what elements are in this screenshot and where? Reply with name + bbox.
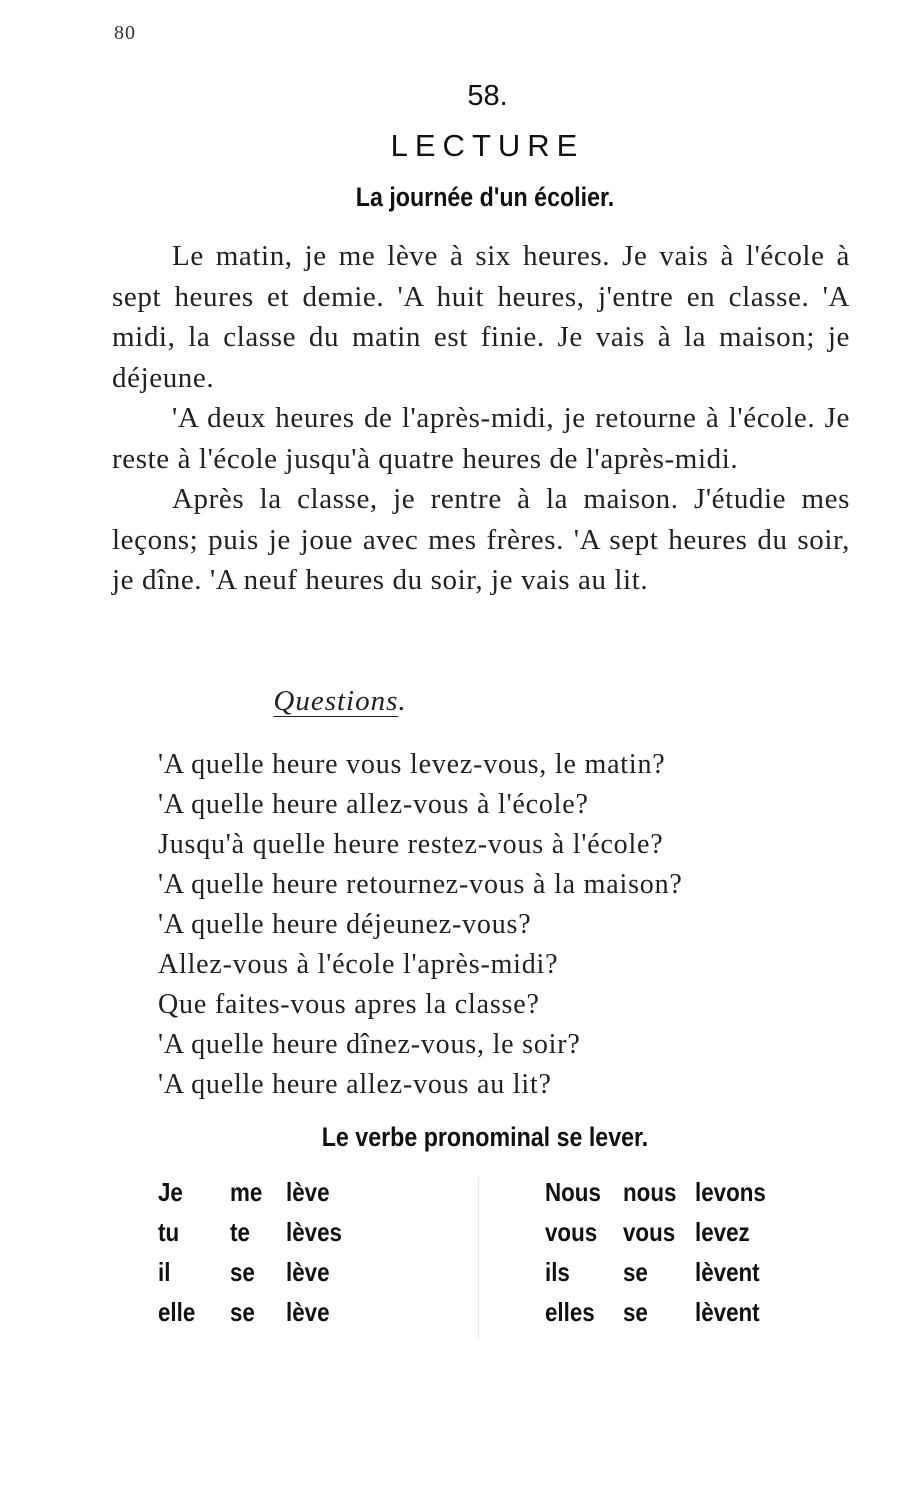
question-item: 'A quelle heure déjeunez-vous? (158, 909, 532, 940)
questions-heading (0, 685, 680, 718)
conj-subject: Nous (545, 1177, 601, 1207)
conjugation-row (545, 1172, 805, 1212)
conj-verb: lèvent (695, 1257, 760, 1287)
reading-text (112, 236, 850, 601)
conjugation-row (158, 1252, 398, 1292)
conj-pronoun: vous (623, 1217, 676, 1247)
conj-pronoun: nous (623, 1177, 677, 1207)
lesson-number: 58. (467, 80, 508, 112)
conj-verb: lève (286, 1177, 330, 1207)
conjugation-row (545, 1292, 805, 1332)
conj-subject: elles (545, 1297, 595, 1327)
question-item: 'A quelle heure allez-vous à l'école? (158, 789, 589, 820)
conj-verb: lèves (286, 1217, 342, 1247)
conjugation-singular (158, 1172, 398, 1332)
questions-heading-word: Questions (273, 685, 399, 717)
conj-subject: tu (158, 1217, 180, 1247)
question-item: 'A quelle heure vous levez-vous, le matin? (158, 749, 666, 780)
conj-pronoun: se (230, 1257, 255, 1287)
verb-title: Le verbe pronominal se lever. (321, 1122, 649, 1152)
conjugation-row (545, 1252, 805, 1292)
conj-verb: lèvent (695, 1297, 760, 1327)
conj-verb: levez (695, 1217, 750, 1247)
conj-subject: vous (545, 1217, 598, 1247)
conj-pronoun: se (230, 1297, 255, 1327)
conj-subject: Je (158, 1177, 183, 1207)
conjugation-plural (545, 1172, 805, 1332)
conj-subject: ils (545, 1257, 570, 1287)
questions-list (158, 745, 878, 1105)
conj-subject: elle (158, 1297, 196, 1327)
question-item: 'A quelle heure retournez-vous à la maison? (158, 869, 683, 900)
question-item: Allez-vous à l'école l'après-midi? (158, 949, 559, 980)
conjugation-row (158, 1292, 398, 1332)
conj-pronoun: se (623, 1257, 648, 1287)
reading-paragraph-1: Le matin, je me lève à six heures. Je vais à l'école à sept heures et demie. 'A huit heures, j'entre en classe. 'A midi, la classe du matin est finie. Je vais à la maison; je déjeune. (112, 240, 850, 394)
conjugation-row (158, 1172, 398, 1212)
conj-verb: lève (286, 1297, 330, 1327)
question-item: 'A quelle heure allez-vous au lit? (158, 1069, 552, 1100)
column-divider (478, 1178, 479, 1340)
reading-paragraph-2: 'A deux heures de l'après-midi, je retourne à l'école. Je reste à l'école jusqu'à quatre heures de l'après-midi. (112, 402, 850, 475)
conjugation-row (158, 1212, 398, 1252)
conj-subject: il (158, 1257, 171, 1287)
question-item: Que faites-vous apres la classe? (158, 989, 540, 1020)
conj-pronoun: se (623, 1297, 648, 1327)
conj-verb: levons (695, 1177, 766, 1207)
reading-title: La journée d'un écolier. (355, 182, 615, 212)
question-item: Jusqu'à quelle heure restez-vous à l'école? (158, 829, 664, 860)
conjugation-row (545, 1212, 805, 1252)
page-number: 80 (114, 22, 136, 44)
conj-pronoun: me (230, 1177, 263, 1207)
conj-pronoun: te (230, 1217, 250, 1247)
question-item: 'A quelle heure dînez-vous, le soir? (158, 1029, 581, 1060)
section-title: LECTURE (390, 128, 585, 163)
questions-heading-period: . (398, 685, 407, 717)
conj-verb: lève (286, 1257, 330, 1287)
reading-paragraph-3: Après la classe, je rentre à la maison. J'étudie mes leçons; puis je joue avec mes frères. 'A sept heures du soir, je dîne. 'A neuf heures du soir, je vais au lit. (112, 483, 850, 596)
